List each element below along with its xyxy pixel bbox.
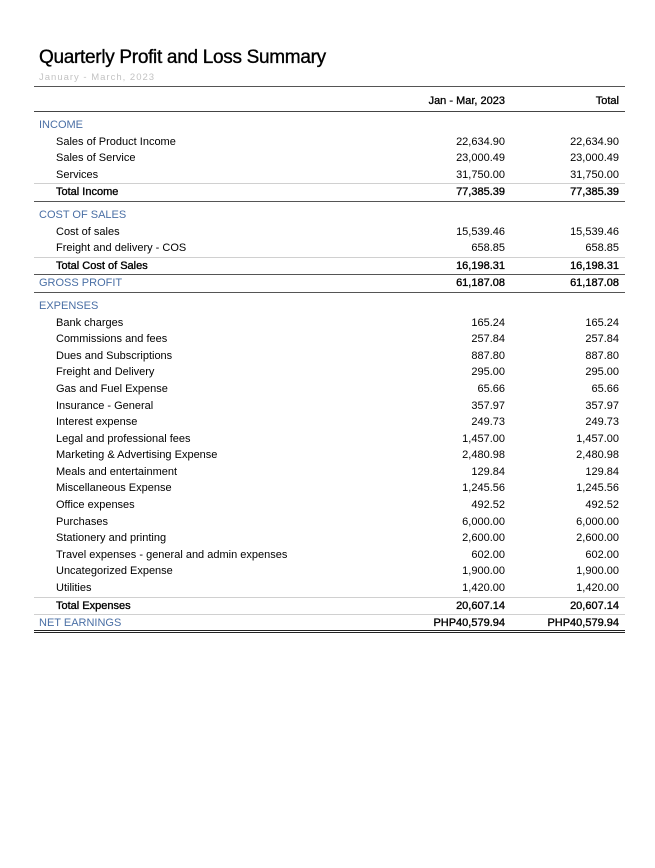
row-period-value: 1,900.00 (462, 565, 505, 578)
row-label: Office expenses (56, 499, 135, 512)
section-heading-expenses (34, 298, 625, 315)
row-period-value: 15,539.46 (456, 225, 505, 238)
section-heading-label: EXPENSES (39, 299, 99, 312)
row-label: Total Income (56, 186, 119, 199)
row-total-value: 23,000.49 (570, 152, 619, 165)
column-header-period: Jan - Mar, 2023 (428, 95, 505, 107)
table-row (34, 364, 625, 381)
row-label: Gas and Fuel Expense (56, 382, 168, 395)
section-heading-income (34, 117, 625, 134)
row-total-value: 492.52 (585, 499, 619, 512)
row-total-value: 31,750.00 (570, 168, 619, 181)
row-total-value: 1,457.00 (576, 432, 619, 445)
row-total-value: 15,539.46 (570, 225, 619, 238)
row-period-value: 602.00 (471, 548, 505, 561)
row-period-value: 22,634.90 (456, 135, 505, 148)
table-row (34, 331, 625, 348)
row-label: Total Expenses (56, 599, 131, 612)
row-total-value: 65.66 (591, 382, 619, 395)
row-label: Stationery and printing (56, 532, 167, 545)
row-label: NET EARNINGS (39, 617, 122, 630)
table-row (34, 563, 625, 580)
row-label: Insurance - General (56, 399, 154, 412)
row-period-value: 61,187.08 (456, 277, 505, 290)
row-period-value: 6,000.00 (462, 515, 505, 528)
row-total-value: 887.80 (585, 349, 619, 362)
report-period: January - March, 2023 (39, 72, 156, 83)
row-label: Freight and delivery - COS (56, 242, 187, 255)
row-period-value: PHP40,579.94 (433, 617, 505, 630)
row-period-value: 31,750.00 (456, 168, 505, 181)
row-label: Dues and Subscriptions (56, 349, 173, 362)
row-period-value: 65.66 (477, 382, 505, 395)
table-row (34, 167, 625, 184)
table-row (34, 530, 625, 547)
row-total-value: 249.73 (585, 416, 619, 429)
row-period-value: 77,385.39 (456, 186, 505, 199)
table-row (34, 150, 625, 167)
row-label: Purchases (56, 515, 108, 528)
table-row (34, 580, 625, 597)
row-label: Sales of Product Income (56, 135, 176, 148)
row-label: Travel expenses - general and admin expenses (56, 548, 288, 561)
expense-rows (34, 315, 625, 597)
table-row (34, 348, 625, 365)
section-heading-label: INCOME (39, 119, 83, 131)
row-total-value: 658.85 (585, 242, 619, 255)
column-header-total: Total (595, 95, 619, 107)
row-total-value: 16,198.31 (570, 259, 619, 272)
table-row (34, 414, 625, 431)
table-row (34, 381, 625, 398)
total-cost-of-sales-row (34, 257, 625, 275)
row-total-value: 2,600.00 (576, 532, 619, 545)
row-label: Freight and Delivery (56, 366, 155, 379)
row-total-value: 129.84 (585, 465, 619, 478)
row-total-value: 20,607.14 (570, 599, 619, 612)
row-period-value: 249.73 (471, 416, 505, 429)
row-period-value: 2,480.98 (462, 449, 505, 462)
row-period-value: 16,198.31 (456, 259, 505, 272)
row-label: Legal and professional fees (56, 432, 191, 445)
row-label: Sales of Service (56, 152, 136, 165)
row-total-value: 1,900.00 (576, 565, 619, 578)
row-label: Services (56, 168, 99, 181)
row-label: Uncategorized Expense (56, 565, 173, 578)
row-label: Commissions and fees (56, 333, 168, 346)
row-total-value: 22,634.90 (570, 135, 619, 148)
row-total-value: 1,420.00 (576, 582, 619, 595)
profit-loss-table (34, 87, 625, 633)
table-row (34, 497, 625, 514)
row-period-value: 658.85 (471, 242, 505, 255)
row-period-value: 1,420.00 (462, 582, 505, 595)
net-earnings-row (34, 614, 625, 633)
table-row (34, 447, 625, 464)
row-period-value: 1,245.56 (462, 482, 505, 495)
row-label: Total Cost of Sales (56, 259, 148, 272)
row-total-value: 295.00 (585, 366, 619, 379)
table-row (34, 464, 625, 481)
row-label: Cost of sales (56, 225, 120, 238)
row-total-value: 602.00 (585, 548, 619, 561)
row-total-value: 357.97 (585, 399, 619, 412)
row-total-value: PHP40,579.94 (547, 617, 619, 630)
row-label: Bank charges (56, 316, 124, 329)
column-header-row (34, 87, 625, 112)
gross-profit-row (34, 274, 625, 293)
table-row (34, 547, 625, 564)
table-row (34, 315, 625, 332)
section-heading-label: COST OF SALES (39, 208, 127, 221)
row-label: GROSS PROFIT (39, 277, 123, 290)
row-period-value: 1,457.00 (462, 432, 505, 445)
row-label: Marketing & Advertising Expense (56, 449, 218, 462)
row-label: Miscellaneous Expense (56, 482, 172, 495)
table-row (34, 431, 625, 448)
row-total-value: 257.84 (585, 333, 619, 346)
row-period-value: 165.24 (471, 316, 505, 329)
row-label: Utilities (56, 582, 92, 595)
row-period-value: 357.97 (471, 399, 505, 412)
row-period-value: 129.84 (471, 465, 505, 478)
total-income-row (34, 183, 625, 202)
row-period-value: 20,607.14 (456, 599, 505, 612)
row-period-value: 257.84 (471, 333, 505, 346)
row-period-value: 492.52 (471, 499, 505, 512)
row-total-value: 61,187.08 (570, 277, 619, 290)
row-total-value: 6,000.00 (576, 515, 619, 528)
row-label: Meals and entertainment (56, 465, 178, 478)
section-heading-cost-of-sales (34, 207, 625, 224)
row-period-value: 887.80 (471, 349, 505, 362)
row-period-value: 23,000.49 (456, 152, 505, 165)
table-row (34, 514, 625, 531)
table-row (34, 480, 625, 497)
table-row (34, 134, 625, 151)
row-total-value: 165.24 (585, 316, 619, 329)
total-expenses-row (34, 597, 625, 615)
row-period-value: 295.00 (471, 366, 505, 379)
row-total-value: 2,480.98 (576, 449, 619, 462)
row-total-value: 77,385.39 (570, 186, 619, 199)
table-row (34, 240, 625, 257)
table-row (34, 398, 625, 415)
row-period-value: 2,600.00 (462, 532, 505, 545)
report-title: Quarterly Profit and Loss Summary (39, 47, 326, 68)
table-row (34, 224, 625, 241)
row-total-value: 1,245.56 (576, 482, 619, 495)
row-label: Interest expense (56, 416, 138, 429)
